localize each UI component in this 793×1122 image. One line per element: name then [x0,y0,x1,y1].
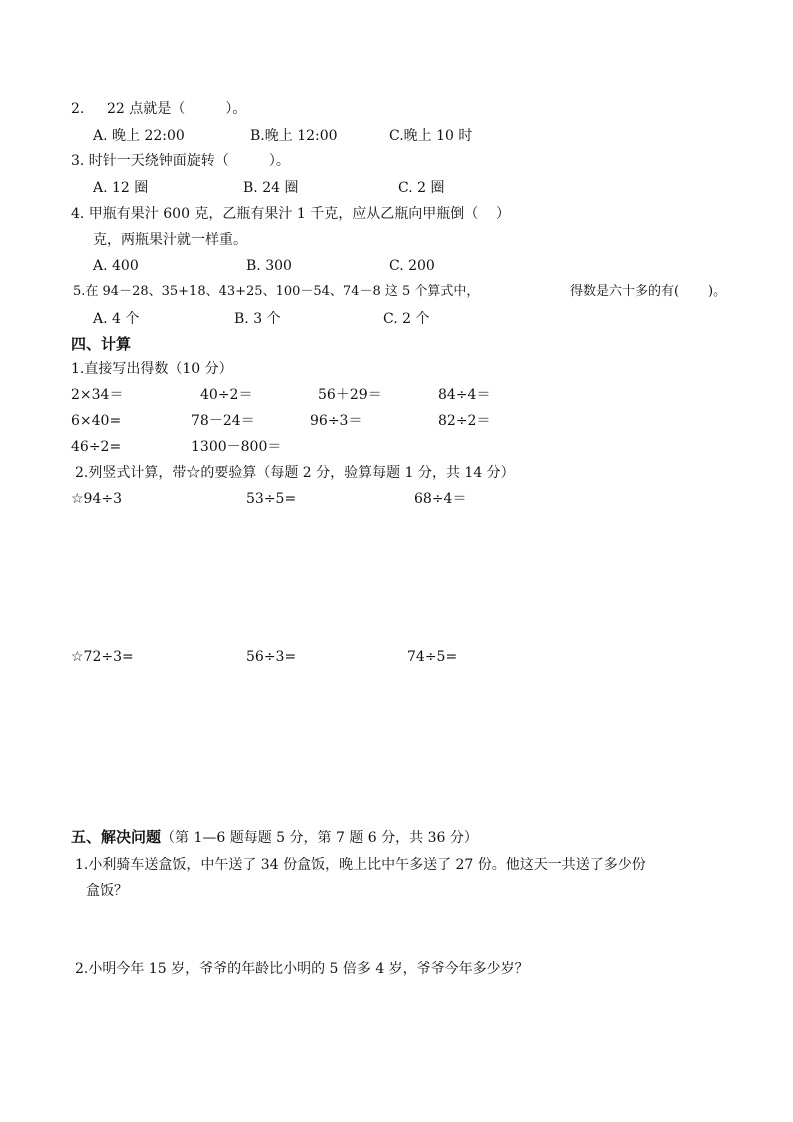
q5-option-a: A. 4 个 [93,311,140,327]
q2-option-b: B.晚上 12:00 [250,128,338,144]
calc-item: 96÷3＝ [310,413,363,429]
q3-option-b: B. 24 圈 [243,180,299,196]
q4-option-a: A. 400 [93,258,139,274]
q3-stem: 3. 时针一天绕钟面旋转（ ）。 [71,153,290,169]
problem1-line1: 1.小利骑车送盒饭，中午送了 34 份盒饭，晚上比中午多送了 27 份。他这天一共送了多少份 [75,857,646,873]
calc-item: 2×34＝ [71,387,124,403]
q4-stem-line2: 克，两瓶果汁就一样重。 [93,232,247,248]
section4-sub1: 1.直接写出得数（10 分） [71,361,233,377]
calc-item: 1300－800＝ [191,439,282,455]
section5-title: 五、解决问题 [71,828,162,846]
q5-option-b: B. 3 个 [234,311,281,327]
vertical-calc-item: 68÷4＝ [414,491,467,507]
vertical-calc-item: 74÷5= [407,649,458,665]
q2-option-c: C.晚上 10 时 [389,128,473,144]
section5-note: （第 1—6 题每题 5 分，第 7 题 6 分，共 36 分） [161,830,478,846]
q5-option-c: C. 2 个 [383,311,430,327]
section5-heading [71,828,478,847]
q3-option-c: C. 2 圈 [398,180,445,196]
q5-stem-part2: 得数是六十多的有( )。 [570,284,727,299]
calc-item: 84÷4＝ [438,387,491,403]
calc-item: 40÷2＝ [200,387,253,403]
q4-stem-line1: 4. 甲瓶有果汁 600 克，乙瓶有果汁 1 千克，应从乙瓶向甲瓶倒（ ） [71,206,511,222]
vertical-calc-item: 53÷5= [246,491,297,507]
calc-item: 78－24＝ [191,413,255,429]
q2-stem: 22 点就是（ ）。 [107,101,247,117]
calc-item: 82÷2＝ [438,413,491,429]
vertical-calc-item: ☆72÷3= [71,649,134,665]
calc-item: 46÷2= [71,439,122,455]
vertical-calc-item: 56÷3= [246,649,297,665]
section4-sub2: 2.列竖式计算，带☆的要验算（每题 2 分，验算每题 1 分，共 14 分） [75,465,515,481]
q2-option-a: A. 晚上 22:00 [93,128,185,144]
calc-item: 56＋29＝ [318,387,382,403]
q2-number: 2. [71,101,85,117]
problem2: 2.小明今年 15 岁，爷爷的年龄比小明的 5 倍多 4 岁，爷爷今年多少岁？ [75,961,529,977]
q3-option-a: A. 12 圈 [93,180,149,196]
problem1-line2: 盒饭？ [86,883,128,899]
q5-stem-part1: 5.在 94－28、35+18、43+25、100－54、74－8 这 5 个算式中， [73,284,480,299]
q4-option-c: C. 200 [389,258,435,274]
q4-option-b: B. 300 [246,258,292,274]
vertical-calc-item: ☆94÷3 [71,491,123,507]
calc-item: 6×40= [71,413,122,429]
section4-title: 四、计算 [71,335,132,353]
